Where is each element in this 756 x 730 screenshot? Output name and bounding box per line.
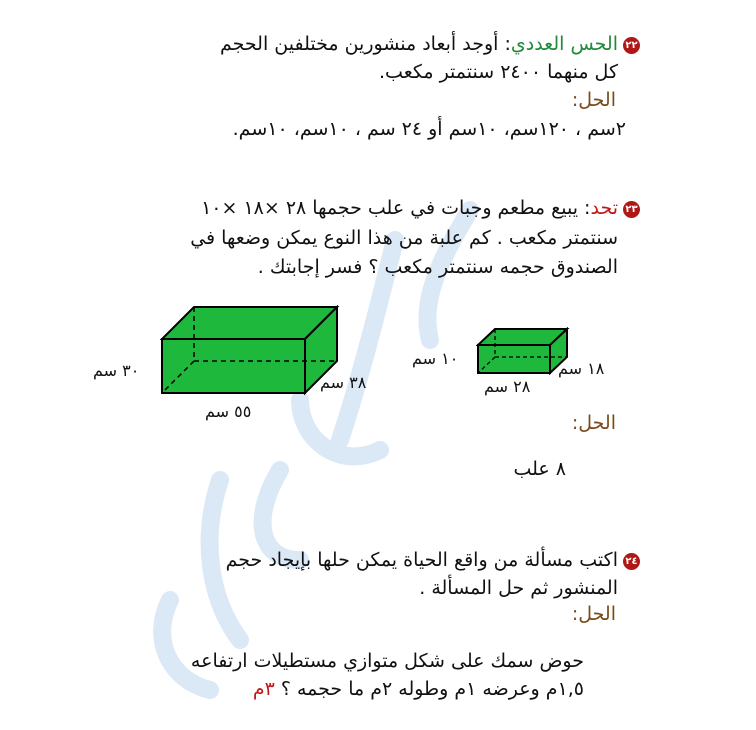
- question-24-line2: المنشور ثم حل المسألة .: [419, 577, 618, 599]
- question-22-line2: كل منهما ٢٤٠٠ سنتمتر مكعب.: [379, 61, 618, 83]
- answer-text: ١,٥م وعرضه ١م وطوله ٢م ما حجمه ؟: [280, 678, 584, 700]
- small-prism-height-label: ١٠ سم: [412, 349, 459, 368]
- question-title: تحد: [590, 197, 618, 219]
- question-number-badge: ٢٣: [623, 201, 640, 218]
- small-prism-width-label: ٢٨ سم: [484, 377, 531, 396]
- question-22-line1: [220, 32, 618, 56]
- question-text: : يبيع مطعم وجبات في علب حجمها ٢٨ ×١٨ ×١٠: [201, 197, 591, 219]
- question-number-badge: ٢٢: [623, 37, 640, 54]
- question-24-answer-line1: حوض سمك على شكل متوازي مستطيلات ارتفاعه: [190, 650, 584, 672]
- question-23-line1: [201, 196, 618, 220]
- question-24-line1: اكتب مسألة من واقع الحياة يمكن حلها بإيجاد حجم: [225, 549, 618, 571]
- question-23-line2: سنتمتر مكعب . كم علبة من هذا النوع يمكن وضعها في: [190, 227, 618, 249]
- large-prism-figure: [160, 305, 340, 397]
- small-prism-depth-label: ١٨ سم: [558, 359, 605, 378]
- solution-label: الحل:: [571, 89, 616, 111]
- large-prism-width-label: ٥٥ سم: [205, 402, 252, 421]
- solution-label: الحل:: [571, 603, 616, 625]
- large-prism-height-label: ٣٠ سم: [93, 361, 140, 380]
- question-number-badge: ٢٤: [623, 553, 640, 570]
- question-text: : أوجد أبعاد منشورين مختلفين الحجم: [219, 33, 511, 55]
- question-24-answer-line2: [253, 677, 584, 701]
- answer-unit: ٣م: [252, 678, 275, 700]
- solution-label: الحل:: [571, 412, 616, 434]
- question-22-answer: ٢سم ، ١٢٠سم، ١٠سم أو ٢٤ سم ، ١٠سم، ١٠سم.: [232, 118, 626, 140]
- question-23-line3: الصندوق حجمه سنتمتر مكعب ؟ فسر إجابتك .: [257, 256, 618, 278]
- question-title: الحس العددي: [510, 33, 618, 55]
- small-prism-figure: [476, 327, 570, 375]
- large-prism-depth-label: ٣٨ سم: [320, 373, 367, 392]
- question-23-answer: ٨ علب: [513, 458, 566, 480]
